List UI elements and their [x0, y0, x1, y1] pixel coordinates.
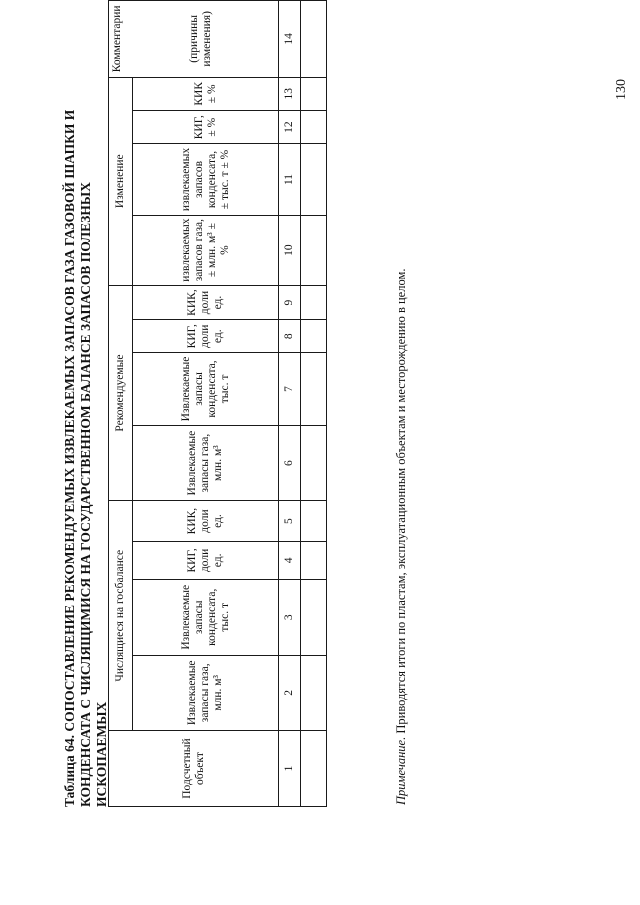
change-kik-header: КИК ± %: [133, 77, 279, 110]
footnote-label: Примечание.: [394, 736, 408, 805]
sub-header-row: [133, 1, 279, 807]
empty-cell: [301, 501, 327, 541]
empty-cell: [301, 320, 327, 353]
empty-data-row: [301, 1, 327, 807]
column-number: 4: [279, 541, 301, 579]
empty-cell: [301, 285, 327, 320]
footnote-text: Приводятся итоги по пластам, эксплуатационным объектам и месторождению в целом.: [394, 268, 408, 734]
column-number: 3: [279, 580, 301, 656]
recommended-kig-header: КИГ, доли ед.: [133, 320, 279, 353]
column-number-row: [279, 1, 301, 807]
column-number: 14: [279, 1, 301, 78]
state-gas-header: Извлекаемые запасы газа, млн. м³: [133, 655, 279, 731]
change-condensate-header: извлекаемых запасов конденсата, ± тыс. т ± %: [133, 144, 279, 215]
empty-cell: [301, 353, 327, 426]
column-number: 10: [279, 215, 301, 285]
column-number: 8: [279, 320, 301, 353]
comments-header-label: Комментарии: [111, 5, 123, 73]
group-recommended-header: Рекомендуемые: [109, 285, 133, 501]
page-number: 130: [614, 79, 629, 100]
empty-cell: [301, 541, 327, 579]
empty-cell: [301, 425, 327, 501]
empty-cell: [301, 215, 327, 285]
state-kig-header: КИГ, доли ед.: [133, 541, 279, 579]
change-kig-header: КИГ, ± %: [133, 110, 279, 144]
change-gas-header: извлекаемых запасов газа, ± млн. м³ ± %: [133, 215, 279, 285]
recommended-condensate-header: Извлекаемые запасы конденсата, тыс. т: [133, 353, 279, 426]
column-number: 1: [279, 731, 301, 807]
table-title-label: Таблица 64.: [62, 735, 77, 807]
column-number: 6: [279, 425, 301, 501]
recommended-kik-header: КИК, доли ед.: [133, 285, 279, 320]
group-change-header: Изменение: [109, 77, 133, 285]
column-number: 13: [279, 77, 301, 110]
empty-cell: [301, 731, 327, 807]
table-title-text: СОПОСТАВЛЕНИЕ РЕКОМЕНДУЕМЫХ ИЗВЛЕКАЕМЫХ ЗАПАСОВ ГАЗА ГАЗОВОЙ ШАПКИ И КОНДЕНСАТА С ЧИСЛЯЩИМИСЯ НА ГОСУДАРСТВЕННОМ БАЛАНСЕ ЗАПАСОВ ПОЛЕЗНЫХ ИСКОПАЕМЫХ: [62, 109, 109, 807]
empty-cell: [301, 1, 327, 78]
empty-cell: [301, 144, 327, 215]
state-kik-header: КИК, доли ед.: [133, 501, 279, 541]
column-number: 11: [279, 144, 301, 215]
column-number: 9: [279, 285, 301, 320]
comments-header: [109, 1, 279, 78]
group-header-row: [109, 1, 133, 807]
footnote: [394, 268, 409, 805]
comparison-table: [108, 0, 327, 807]
comments-header-sub: (причины изменения): [188, 11, 213, 67]
empty-cell: [301, 77, 327, 110]
column-number: 5: [279, 501, 301, 541]
empty-cell: [301, 110, 327, 144]
column-number: 7: [279, 353, 301, 426]
table-title: [62, 87, 110, 807]
column-number: 2: [279, 655, 301, 731]
empty-cell: [301, 580, 327, 656]
recommended-gas-header: Извлекаемые запасы газа, млн. м³: [133, 425, 279, 501]
object-header: Подсчетный объект: [109, 731, 279, 807]
state-condensate-header: Извлекаемые запасы конденсата, тыс. т: [133, 580, 279, 656]
empty-cell: [301, 655, 327, 731]
column-number: 12: [279, 110, 301, 144]
group-state-header: Числящиеся на госбалансе: [109, 501, 133, 731]
